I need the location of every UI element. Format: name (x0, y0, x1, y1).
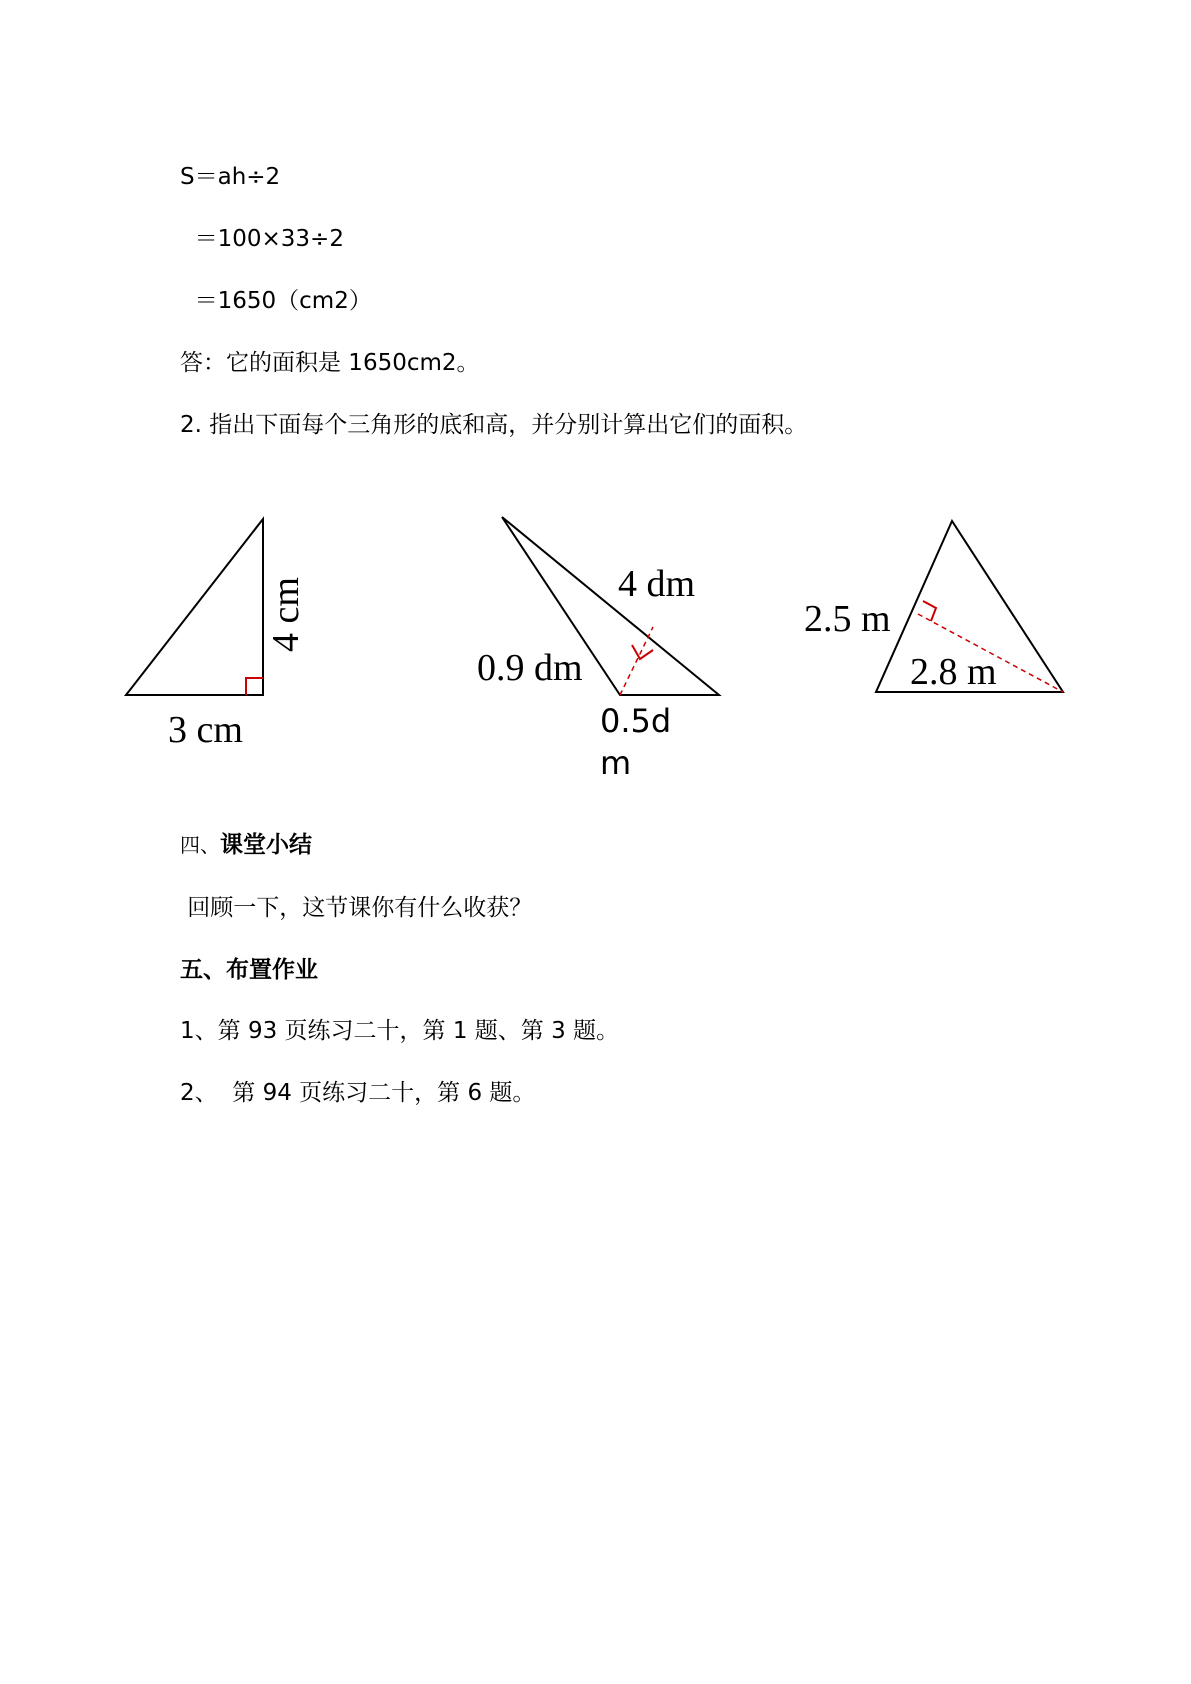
section-4-number: 四、 (180, 833, 220, 857)
height-dashed-line (620, 627, 653, 695)
right-angle-marker (632, 645, 653, 659)
answer-line: 答：它的面积是 1650cm2。 (180, 350, 480, 376)
homework-item-1: 1、第 93 页练习二十，第 1 题、第 3 题。 (180, 1018, 620, 1044)
question-2: 2. 指出下面每个三角形的底和高，并分别计算出它们的面积。 (180, 412, 808, 438)
formula-line-1: S＝ah÷2 (180, 164, 281, 190)
triangle-2-base-label-line2: m (600, 744, 632, 782)
right-angle-marker (246, 678, 263, 695)
triangle-2-base-label-line1: 0.5d (600, 702, 672, 740)
triangle-figures (0, 0, 1191, 800)
triangle-1 (126, 519, 307, 751)
section-5-title: 五、布置作业 (180, 957, 318, 983)
triangle-3 (804, 521, 1063, 693)
triangle-2 (477, 517, 719, 782)
homework-item-2: 2、 第 94 页练习二十，第 6 题。 (180, 1080, 536, 1106)
right-angle-marker (923, 601, 936, 621)
section-4-title: 课堂小结 (220, 832, 312, 858)
formula-line-2: ＝100×33÷2 (180, 226, 344, 252)
formula-line-3: ＝1650（cm2） (180, 288, 372, 314)
section-4-body: 回顾一下，这节课你有什么收获？ (180, 895, 533, 921)
triangle-3-side-label: 2.5 m (804, 598, 891, 640)
section-4-heading (180, 830, 312, 860)
triangle-2-top-label: 4 dm (618, 563, 696, 605)
triangle-1-height-label: 4 cm (265, 577, 307, 652)
triangle-3-base-label: 2.8 m (910, 651, 997, 693)
triangle-2-side-label: 0.9 dm (477, 647, 583, 689)
triangle-1-base-label: 3 cm (168, 709, 243, 751)
